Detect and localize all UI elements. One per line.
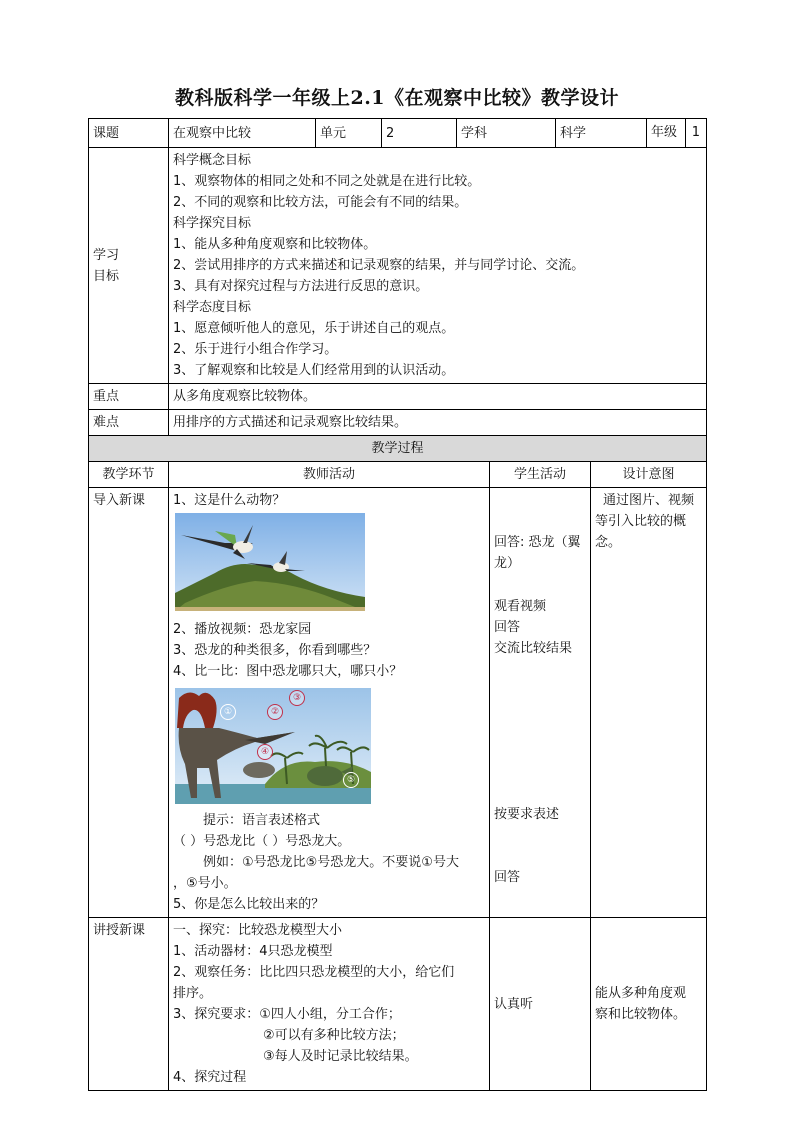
marker-2: ② [267,704,283,720]
new-intent: 能从多种角度观 察和比较物体。 [591,918,707,1091]
process-title: 教学过程 [89,436,707,462]
marker-4: ④ [257,744,273,760]
intro-student: 回答: 恐龙（翼 龙） 观看视频 回答 交流比较结果 按要求表述 回答 [490,488,591,918]
key-point-label: 重点 [89,384,169,410]
header-intent: 设计意图 [591,462,707,488]
goal-line: 1、愿意倾听他人的意见，乐于讲述自己的观点。 [173,321,455,336]
lesson-label: 课题 [89,119,169,148]
marker-5: ⑤ [343,772,359,788]
goals-content [169,148,707,384]
marker-1: ① [220,704,236,720]
header-student: 学生活动 [490,462,591,488]
grade-value: 1 [691,125,701,140]
goal-line: 3、了解观察和比较是人们经常用到的认识活动。 [173,363,455,378]
intro-stage: 导入新课 [89,488,169,918]
new-lesson-row [89,918,707,1091]
goal-line: 科学概念目标 [173,153,252,168]
unit-value: 2 [382,119,457,148]
difficulty-row [89,410,707,436]
difficulty-value: 用排序的方式描述和记录观察比较结果。 [169,410,707,436]
process-header-row [89,462,707,488]
key-point-value: 从多角度观察比较物体。 [169,384,707,410]
goal-line: 2、尝试用排序的方式来描述和记录观察的结果，并与同学讨论、交流。 [173,258,585,273]
goal-line: 2、乐于进行小组合作学习。 [173,342,338,357]
document-title: 教科版科学一年级上2.1《在观察中比较》教学设计 [174,87,620,109]
goal-line: 3、具有对探究过程与方法进行反思的意识。 [173,279,429,294]
goal-line: 1、观察物体的相同之处和不同之处就是在进行比较。 [173,174,481,189]
new-stage: 讲授新课 [89,918,169,1091]
goal-line: 1、能从多种角度观察和比较物体。 [173,237,377,252]
intro-teacher: 1、这是什么动物？ 2、播放视频：恐龙家园 3、恐龙的种类很多，你看到哪些？ 4、比一比：图中恐龙哪只大，哪只小？ ① ② ③ ④ ⑤ 提示：语言表述格式 （ ）号恐龙比（ ）号恐龙大。 例如：①号恐龙比⑤号恐龙大。不要说①号大 ，⑤号小。 5、你是怎么比较出来的？ [169,488,490,918]
goals-row [89,148,707,384]
new-student: 认真听 [490,918,591,1091]
unit-label: 单元 [316,119,382,148]
header-teacher: 教师活动 [169,462,490,488]
lesson-plan-table [88,118,707,1091]
intro-row [89,488,707,918]
key-point-row [89,384,707,410]
marker-3: ③ [289,690,305,706]
process-title-row [89,436,707,462]
pterosaur-illustration [175,513,365,611]
subject-value: 科学 [556,119,647,148]
goal-line: 科学态度目标 [173,300,252,315]
intro-intent: 通过图片、视频 等引入比较的概 念。 [591,488,707,918]
difficulty-label: 难点 [89,410,169,436]
lesson-value: 在观察中比较 [169,119,316,148]
goal-line: 2、不同的观察和比较方法，可能会有不同的结果。 [173,195,468,210]
subject-label: 学科 [457,119,556,148]
header-stage: 教学环节 [89,462,169,488]
goals-label: 学习 目标 [89,148,169,384]
info-row [89,119,707,148]
goal-line: 科学探究目标 [173,216,252,231]
grade-label: 年级 [647,119,686,147]
grade-label-value [647,119,707,148]
new-teacher: 一、探究：比较恐龙模型大小 1、活动器材：4只恐龙模型 2、观察任务：比比四只恐龙模型的大小，给它们 排序。 3、探究要求：①四人小组，分工合作； ②可以有多种比较方法； ③每人及时记录比较结果。 4、探究过程 [169,918,490,1091]
pterosaur-image [175,513,365,611]
dinosaur-image [175,688,371,804]
